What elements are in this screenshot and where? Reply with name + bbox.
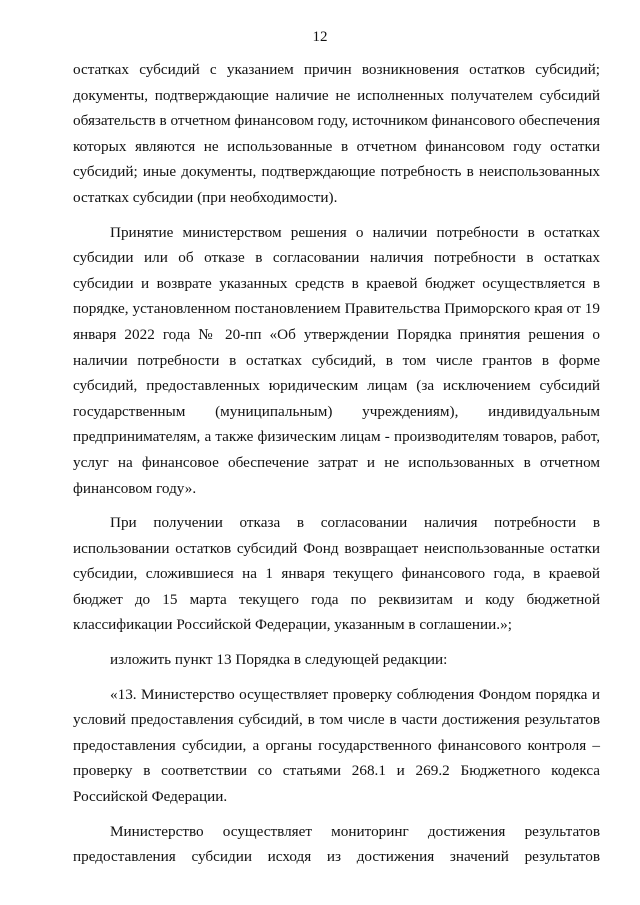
paragraph-item-13: «13. Министерство осуществляет проверку соблюдения Фондом порядка и условий предоставления субсидий, в том числе в части достижения результатов предоставления субсидии, а органы государственного финансового контроля – проверку в соответствии со статьями 268.1 и 269.2 Бюджетного кодекса Российской Федерации. bbox=[73, 685, 600, 806]
paragraph-amendment-instruction: изложить пункт 13 Порядка в следующей редакции: bbox=[110, 651, 448, 669]
page-number: 12 bbox=[312, 29, 328, 45]
paragraph-refusal-return: При получении отказа в согласовании наличия потребности в использовании остатков субсидий Фонд возвращает неиспользованные остатки субсидии, сложившиеся на 1 января текущего финансового года, в краевой бюджет до 15 марта текущего года по реквизитам и коду бюджетной классификации Российской Федерации, указанным в соглашении.»; bbox=[73, 514, 600, 634]
paragraph-monitoring: Министерство осуществляет мониторинг достижения результатов предоставления субсидии исходя из достижения значений результатов bbox=[73, 822, 600, 866]
paragraph-continuation: остатках субсидий с указанием причин возникновения остатков субсидий; документы, подтверждающие наличие не исполненных получателем субсидий обязательств в отчетном финансовом году, источником финансового обеспечения которых являются не использованные в отчетном финансовом году остатки субсидий; иные документы, подтверждающие потребность в неиспользованных остатках субсидии (при необходимости). bbox=[73, 61, 600, 206]
document-body bbox=[73, 57, 600, 879]
paragraph-decision-procedure: Принятие министерством решения о наличии потребности в остатках субсидии или об отказе в согласовании наличия потребности в остатках субсидии и возврате указанных средств в краевой бюджет осуществляется в порядке, установленном постановлением Правительства Приморского края от 19 января 2022 года № 20-пп «Об утверждении Порядка принятия решения о наличии потребности в остатках субсидий, в том числе грантов в форме субсидий, предоставленных юридическим лицам (за исключением субсидий государственным (муниципальным) учреждениям), индивидуальным предпринимателям, а также физическим лицам - производителям товаров, работ, услуг на финансовое обеспечение затрат и не использованных в отчетном финансовом году». bbox=[73, 223, 600, 497]
